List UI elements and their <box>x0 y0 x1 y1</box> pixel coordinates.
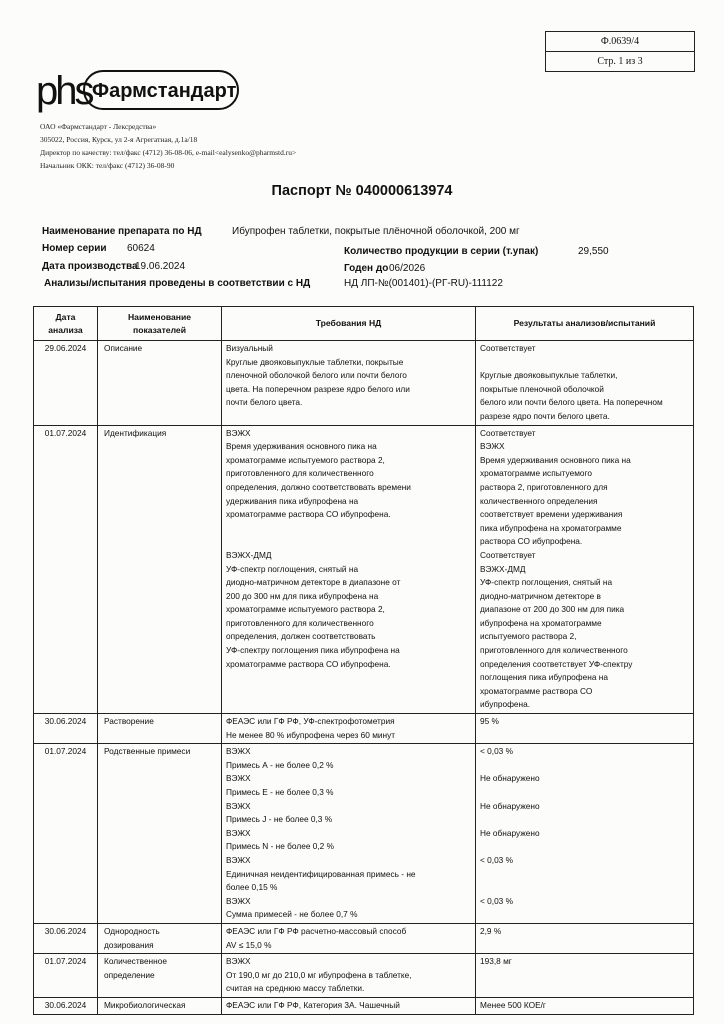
row-requirement: ФЕАЭС или ГФ РФ, УФ-спектрофотометрия Не менее 80 % ибупрофена через 60 минут <box>222 714 476 744</box>
header-results: Результаты анализов/испытаний <box>476 307 694 341</box>
row-date: 30.06.2024 <box>34 714 98 744</box>
row-date: 01.07.2024 <box>34 744 98 924</box>
row-requirement: ФЕАЭС или ГФ РФ расчетно-массовый способ AV ≤ 15,0 % <box>222 923 476 953</box>
header-date: Дата анализа <box>34 307 98 341</box>
company-okk: Начальник ОКК: тел/факс (4712) 36-08-90 <box>40 161 175 170</box>
row-date: 01.07.2024 <box>34 954 98 998</box>
row-indicator: Описание <box>98 341 222 426</box>
series-label: Номер серии <box>42 243 107 254</box>
production-date-value: 19.06.2024 <box>135 261 186 272</box>
company-logo <box>34 64 240 116</box>
table-row <box>34 341 694 426</box>
drug-label: Наименование препарата по НД <box>42 226 202 237</box>
table-row <box>34 425 694 713</box>
row-indicator: Родственные примеси <box>98 744 222 924</box>
row-requirement: ВЭЖХ Время удерживания основного пика на хроматограмме испытуемого раствора 2, приготовленного для количественного определения, должно соответствовать времени удерживания пика ибупрофена на хроматограмме раствора СО ибупрофена. ВЭЖХ-ДМД УФ-спектр поглощения, снятый на диодно-матричном детекторе в диапазоне от 200 до 300 нм для пика ибупрофена на хроматограмме испытуемого раствора 2, приготовленного для количественного определения, должен соответствовать УФ-спектру поглощения пика ибупрофена на хроматограмме раствора СО ибупрофена. <box>222 425 476 713</box>
row-result: Менее 500 КОЕ/г <box>476 997 694 1014</box>
row-result: 2,9 % <box>476 923 694 953</box>
row-requirement: Визуальный Круглые двояковыпуклые таблетки, покрытые пленочной оболочкой белого или почти белого цвета. На поперечном разрезе ядро белого или почти белого цвета. <box>222 341 476 426</box>
table-header-row <box>34 307 694 341</box>
row-date: 30.06.2024 <box>34 923 98 953</box>
row-result: Соответствует Круглые двояковыпуклые таблетки, покрытые пленочной оболочкой белого или почти белого цвета. На поперечном разрезе ядро почти белого цвета. <box>476 341 694 426</box>
table-row <box>34 923 694 953</box>
row-indicator: Однородность дозирования <box>98 923 222 953</box>
row-requirement: ВЭЖХ От 190,0 мг до 210,0 мг ибупрофена в таблетке, считая на среднюю массу таблетки. <box>222 954 476 998</box>
nd-value: НД ЛП-№(001401)-(РГ-RU)-111122 <box>344 278 503 289</box>
company-name: ОАО «Фармстандарт - Лексредства» <box>40 122 157 131</box>
row-result: < 0,03 % Не обнаружено Не обнаружено Не обнаружено < 0,03 % < 0,03 % <box>476 744 694 924</box>
table-row <box>34 714 694 744</box>
row-result: 95 % <box>476 714 694 744</box>
row-indicator: Идентификация <box>98 425 222 713</box>
row-requirement: ФЕАЭС или ГФ РФ, Категория 3А. Чашечный <box>222 997 476 1014</box>
tests-label: Анализы/испытания проведены в соответствии с НД <box>44 278 311 289</box>
expiry-value: 06/2026 <box>389 263 426 274</box>
expiry-label: Годен до <box>344 263 389 274</box>
row-result: Соответствует ВЭЖХ Время удерживания основного пика на хроматограмме испытуемого раствора 2, приготовленного для количественного определения соответствует времени удерживания пика ибупрофена на хроматограмме раствора СО ибупрофена. Соответствует ВЭЖХ-ДМД УФ-спектр поглощения, снятый на диодно-матричном детекторе в диапазоне от 200 до 300 нм для пика ибупрофена на хроматограмме испытуемого раствора 2, приготовленного для количественного определения соответствует УФ-спектру поглощения пика ибупрофена на хроматограмме раствора СО ибупрофена. <box>476 425 694 713</box>
row-date: 29.06.2024 <box>34 341 98 426</box>
brand-name: Фармстандарт <box>92 80 237 102</box>
logo-mark: phs <box>36 69 92 113</box>
row-date: 01.07.2024 <box>34 425 98 713</box>
row-date: 30.06.2024 <box>34 997 98 1014</box>
form-number-box <box>545 31 695 72</box>
analysis-table <box>33 306 694 1015</box>
row-indicator: Микробиологическая <box>98 997 222 1014</box>
row-result: 193,8 мг <box>476 954 694 998</box>
company-address: 305022, Россия, Курск, ул 2-я Агрегатная, д.1а/18 <box>40 135 198 144</box>
table-row <box>34 744 694 924</box>
row-indicator: Растворение <box>98 714 222 744</box>
form-code: Ф.0639/4 <box>600 36 640 47</box>
company-director: Директор по качеству: тел/факс (4712) 36-08-06, e-mail<ealysenko@pharmstd.ru> <box>40 148 297 157</box>
row-requirement: ВЭЖХ Примесь А - не более 0,2 % ВЭЖХ Примесь Е - не более 0,3 % ВЭЖХ Примесь J - не более 0,3 % ВЭЖХ Примесь N - не более 0,2 % ВЭЖХ Единичная неидентифицированная примесь - не более 0,15 % ВЭЖХ Сумма примесей - не более 0,7 % <box>222 744 476 924</box>
header-requirements: Требования НД <box>222 307 476 341</box>
page-title: Паспорт № 040000613974 <box>271 183 453 199</box>
page-counter: Стр. 1 из 3 <box>546 51 694 71</box>
table-row <box>34 997 694 1014</box>
production-date-label: Дата производства <box>42 261 138 272</box>
series-value: 60624 <box>127 243 155 254</box>
header-indicator: Наименование показателей <box>98 307 222 341</box>
drug-value: Ибупрофен таблетки, покрытые плёночной оболочкой, 200 мг <box>232 226 520 237</box>
quantity-label: Количество продукции в серии (т.упак) <box>344 246 539 257</box>
table-row <box>34 954 694 998</box>
quantity-value: 29,550 <box>578 246 609 257</box>
company-info <box>40 120 296 172</box>
row-indicator: Количественное определение <box>98 954 222 998</box>
